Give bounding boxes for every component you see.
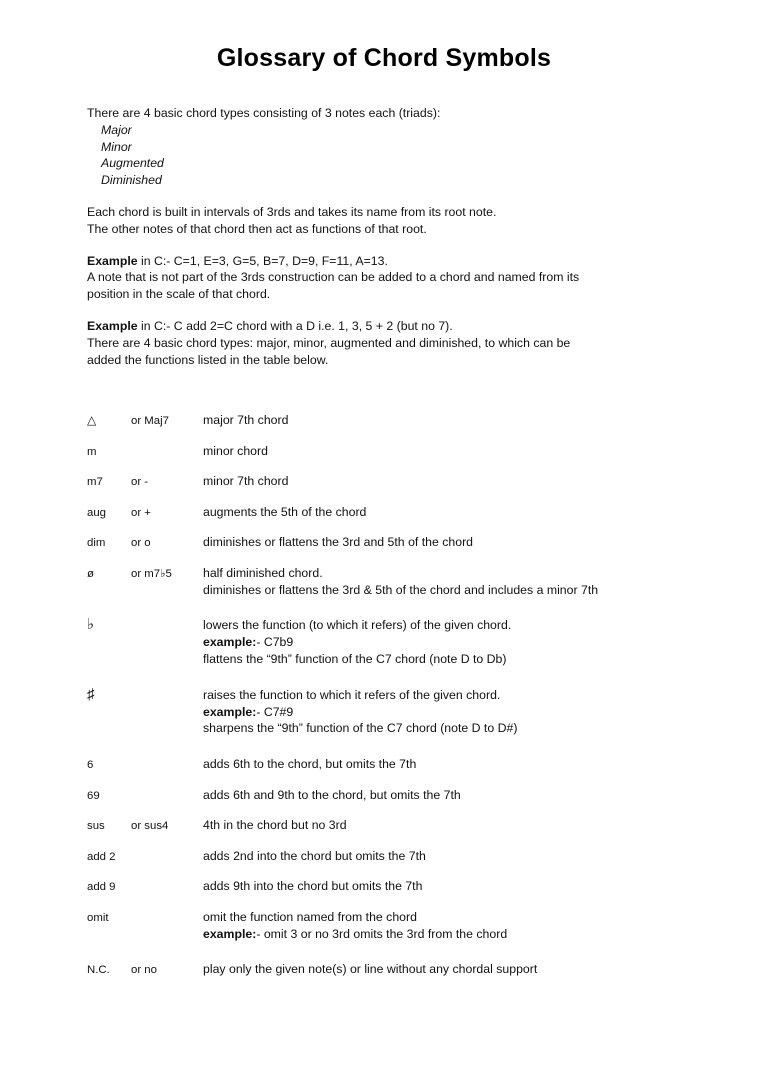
table-row bbox=[87, 412, 708, 430]
alt-symbol-cell bbox=[131, 756, 203, 757]
spacer bbox=[87, 189, 688, 204]
table-row bbox=[87, 756, 708, 774]
symbol-cell: 6 bbox=[87, 759, 94, 772]
spacer bbox=[87, 238, 688, 253]
glossary-table bbox=[0, 412, 768, 978]
symbol-cell: aug bbox=[87, 506, 107, 519]
alt-symbol-cell: or Maj7 bbox=[131, 415, 169, 428]
description-line: adds 6th to the chord, but omits the 7th bbox=[203, 757, 417, 772]
description-cell bbox=[203, 961, 708, 978]
symbol-cell: m bbox=[87, 445, 97, 458]
flat-icon: ♭ bbox=[87, 616, 95, 634]
list-item: Diminished bbox=[101, 173, 162, 188]
table-row bbox=[87, 817, 708, 835]
example-text: - C7b9 bbox=[256, 635, 294, 650]
table-row bbox=[87, 848, 708, 866]
table-row bbox=[87, 617, 708, 667]
triangle-icon: △ bbox=[87, 413, 97, 428]
description-line: flattens the “9th” function of the C7 chord (note D to Db) bbox=[203, 652, 507, 667]
description-cell bbox=[203, 534, 708, 551]
alt-symbol-cell: or - bbox=[131, 476, 149, 489]
description-line: diminishes or flattens the 3rd and 5th of the chord bbox=[203, 535, 474, 550]
example-1-note-line-1: A note that is not part of the 3rds construction can be added to a chord and named from its bbox=[87, 270, 580, 285]
example-2-line bbox=[87, 318, 688, 335]
symbol-cell: dim bbox=[87, 537, 106, 550]
sharp-icon: ♯ bbox=[87, 685, 95, 703]
example-2-label: Example bbox=[87, 318, 138, 333]
symbol-cell: ø bbox=[87, 567, 94, 580]
symbol-cell: add 9 bbox=[87, 881, 116, 894]
symbol-cell bbox=[87, 412, 131, 430]
intro-lead: There are 4 basic chord types consisting of 3 notes each (triads): bbox=[87, 106, 441, 120]
symbol-cell: 69 bbox=[87, 789, 100, 802]
example-1-note-line-2: position in the scale of that chord. bbox=[87, 287, 271, 302]
table-row bbox=[87, 473, 708, 491]
table-row bbox=[87, 909, 708, 943]
symbol-cell: m7 bbox=[87, 476, 103, 489]
description-line: raises the function to which it refers of the given chord. bbox=[203, 687, 501, 702]
list-item: Major bbox=[101, 122, 132, 137]
example-label: example: bbox=[203, 926, 257, 941]
example-1-text: in C:- C=1, E=3, G=5, B=7, D=9, F=11, A=13. bbox=[137, 253, 388, 268]
description-cell bbox=[203, 443, 708, 460]
description-line-example bbox=[203, 926, 708, 943]
description-line: lowers the function (to which it refers) of the given chord. bbox=[203, 618, 512, 633]
description-line: adds 9th into the chord but omits the 7th bbox=[203, 879, 423, 894]
alt-symbol-cell bbox=[131, 878, 203, 879]
description-cell bbox=[203, 909, 708, 943]
example-2-note-line-2: added the functions listed in the table below. bbox=[87, 352, 329, 367]
description-line-example bbox=[203, 704, 708, 721]
description-cell bbox=[203, 412, 708, 429]
symbol-cell: N.C. bbox=[87, 964, 110, 977]
example-2-note-line-1: There are 4 basic chord types: major, minor, augmented and diminished, to which can be bbox=[87, 335, 571, 350]
alt-symbol-cell bbox=[131, 848, 203, 849]
description-cell bbox=[203, 473, 708, 490]
table-row bbox=[87, 504, 708, 522]
intro-paragraph-2-line-2: The other notes of that chord then act as functions of that root. bbox=[87, 221, 427, 236]
description-cell bbox=[203, 817, 708, 834]
example-2-text: in C:- C add 2=C chord with a D i.e. 1, 3, 5 + 2 (but no 7). bbox=[137, 318, 453, 333]
description-line: 4th in the chord but no 3rd bbox=[203, 818, 347, 833]
symbol-cell bbox=[87, 687, 131, 705]
intro-paragraph-2-line-1: Each chord is built in intervals of 3rds and takes its name from its root note. bbox=[87, 204, 497, 219]
symbol-cell: sus bbox=[87, 820, 105, 833]
description-cell bbox=[203, 756, 708, 773]
alt-symbol-cell bbox=[131, 617, 203, 618]
description-cell bbox=[203, 617, 708, 667]
alt-symbol-cell: or no bbox=[131, 964, 157, 977]
chord-type-list bbox=[87, 122, 688, 189]
description-cell bbox=[203, 878, 708, 895]
alt-symbol-cell: or m7♭5 bbox=[131, 567, 172, 580]
description-line: minor chord bbox=[203, 443, 268, 458]
table-row bbox=[87, 443, 708, 461]
description-line: half diminished chord. bbox=[203, 565, 323, 580]
description-cell bbox=[203, 848, 708, 865]
description-line: major 7th chord bbox=[203, 413, 289, 428]
description-cell bbox=[203, 504, 708, 521]
alt-symbol-cell: or + bbox=[131, 506, 151, 519]
intro-section bbox=[0, 105, 768, 368]
description-line: sharpens the “9th” function of the C7 chord (note D to D#) bbox=[203, 721, 518, 736]
description-line: adds 6th and 9th to the chord, but omits the 7th bbox=[203, 787, 461, 802]
document-page bbox=[0, 44, 768, 1067]
table-row bbox=[87, 961, 708, 979]
table-row bbox=[87, 687, 708, 737]
table-row bbox=[87, 878, 708, 896]
description-line: adds 2nd into the chord but omits the 7th bbox=[203, 848, 426, 863]
example-label: example: bbox=[203, 635, 257, 650]
description-line: augments the 5th of the chord bbox=[203, 504, 367, 519]
list-item: Minor bbox=[101, 139, 132, 154]
page-title: Glossary of Chord Symbols bbox=[216, 44, 552, 72]
symbol-cell: add 2 bbox=[87, 850, 116, 863]
symbol-cell: omit bbox=[87, 911, 109, 924]
alt-symbol-cell bbox=[131, 687, 203, 688]
table-row bbox=[87, 565, 708, 599]
spacer bbox=[87, 303, 688, 318]
example-text: - omit 3 or no 3rd omits the 3rd from the chord bbox=[256, 926, 508, 941]
example-label: example: bbox=[203, 704, 257, 719]
table-row bbox=[87, 534, 708, 552]
description-cell bbox=[203, 787, 708, 804]
symbol-cell bbox=[87, 617, 131, 635]
example-1-line bbox=[87, 253, 688, 270]
description-line-example bbox=[203, 634, 708, 651]
alt-symbol-cell bbox=[131, 443, 203, 444]
example-1-label: Example bbox=[87, 253, 138, 268]
description-cell bbox=[203, 565, 708, 599]
list-item: Augmented bbox=[101, 156, 164, 171]
alt-symbol-cell: or o bbox=[131, 537, 151, 550]
alt-symbol-cell bbox=[131, 909, 203, 910]
alt-symbol-cell bbox=[131, 787, 203, 788]
table-row bbox=[87, 787, 708, 805]
description-line: omit the function named from the chord bbox=[203, 909, 417, 924]
description-cell bbox=[203, 687, 708, 737]
alt-symbol-cell: or sus4 bbox=[131, 820, 169, 833]
description-line: diminishes or flattens the 3rd & 5th of the chord and includes a minor 7th bbox=[203, 582, 599, 597]
description-line: minor 7th chord bbox=[203, 474, 289, 489]
description-line: play only the given note(s) or line without any chordal support bbox=[203, 962, 538, 977]
example-text: - C7#9 bbox=[256, 704, 294, 719]
